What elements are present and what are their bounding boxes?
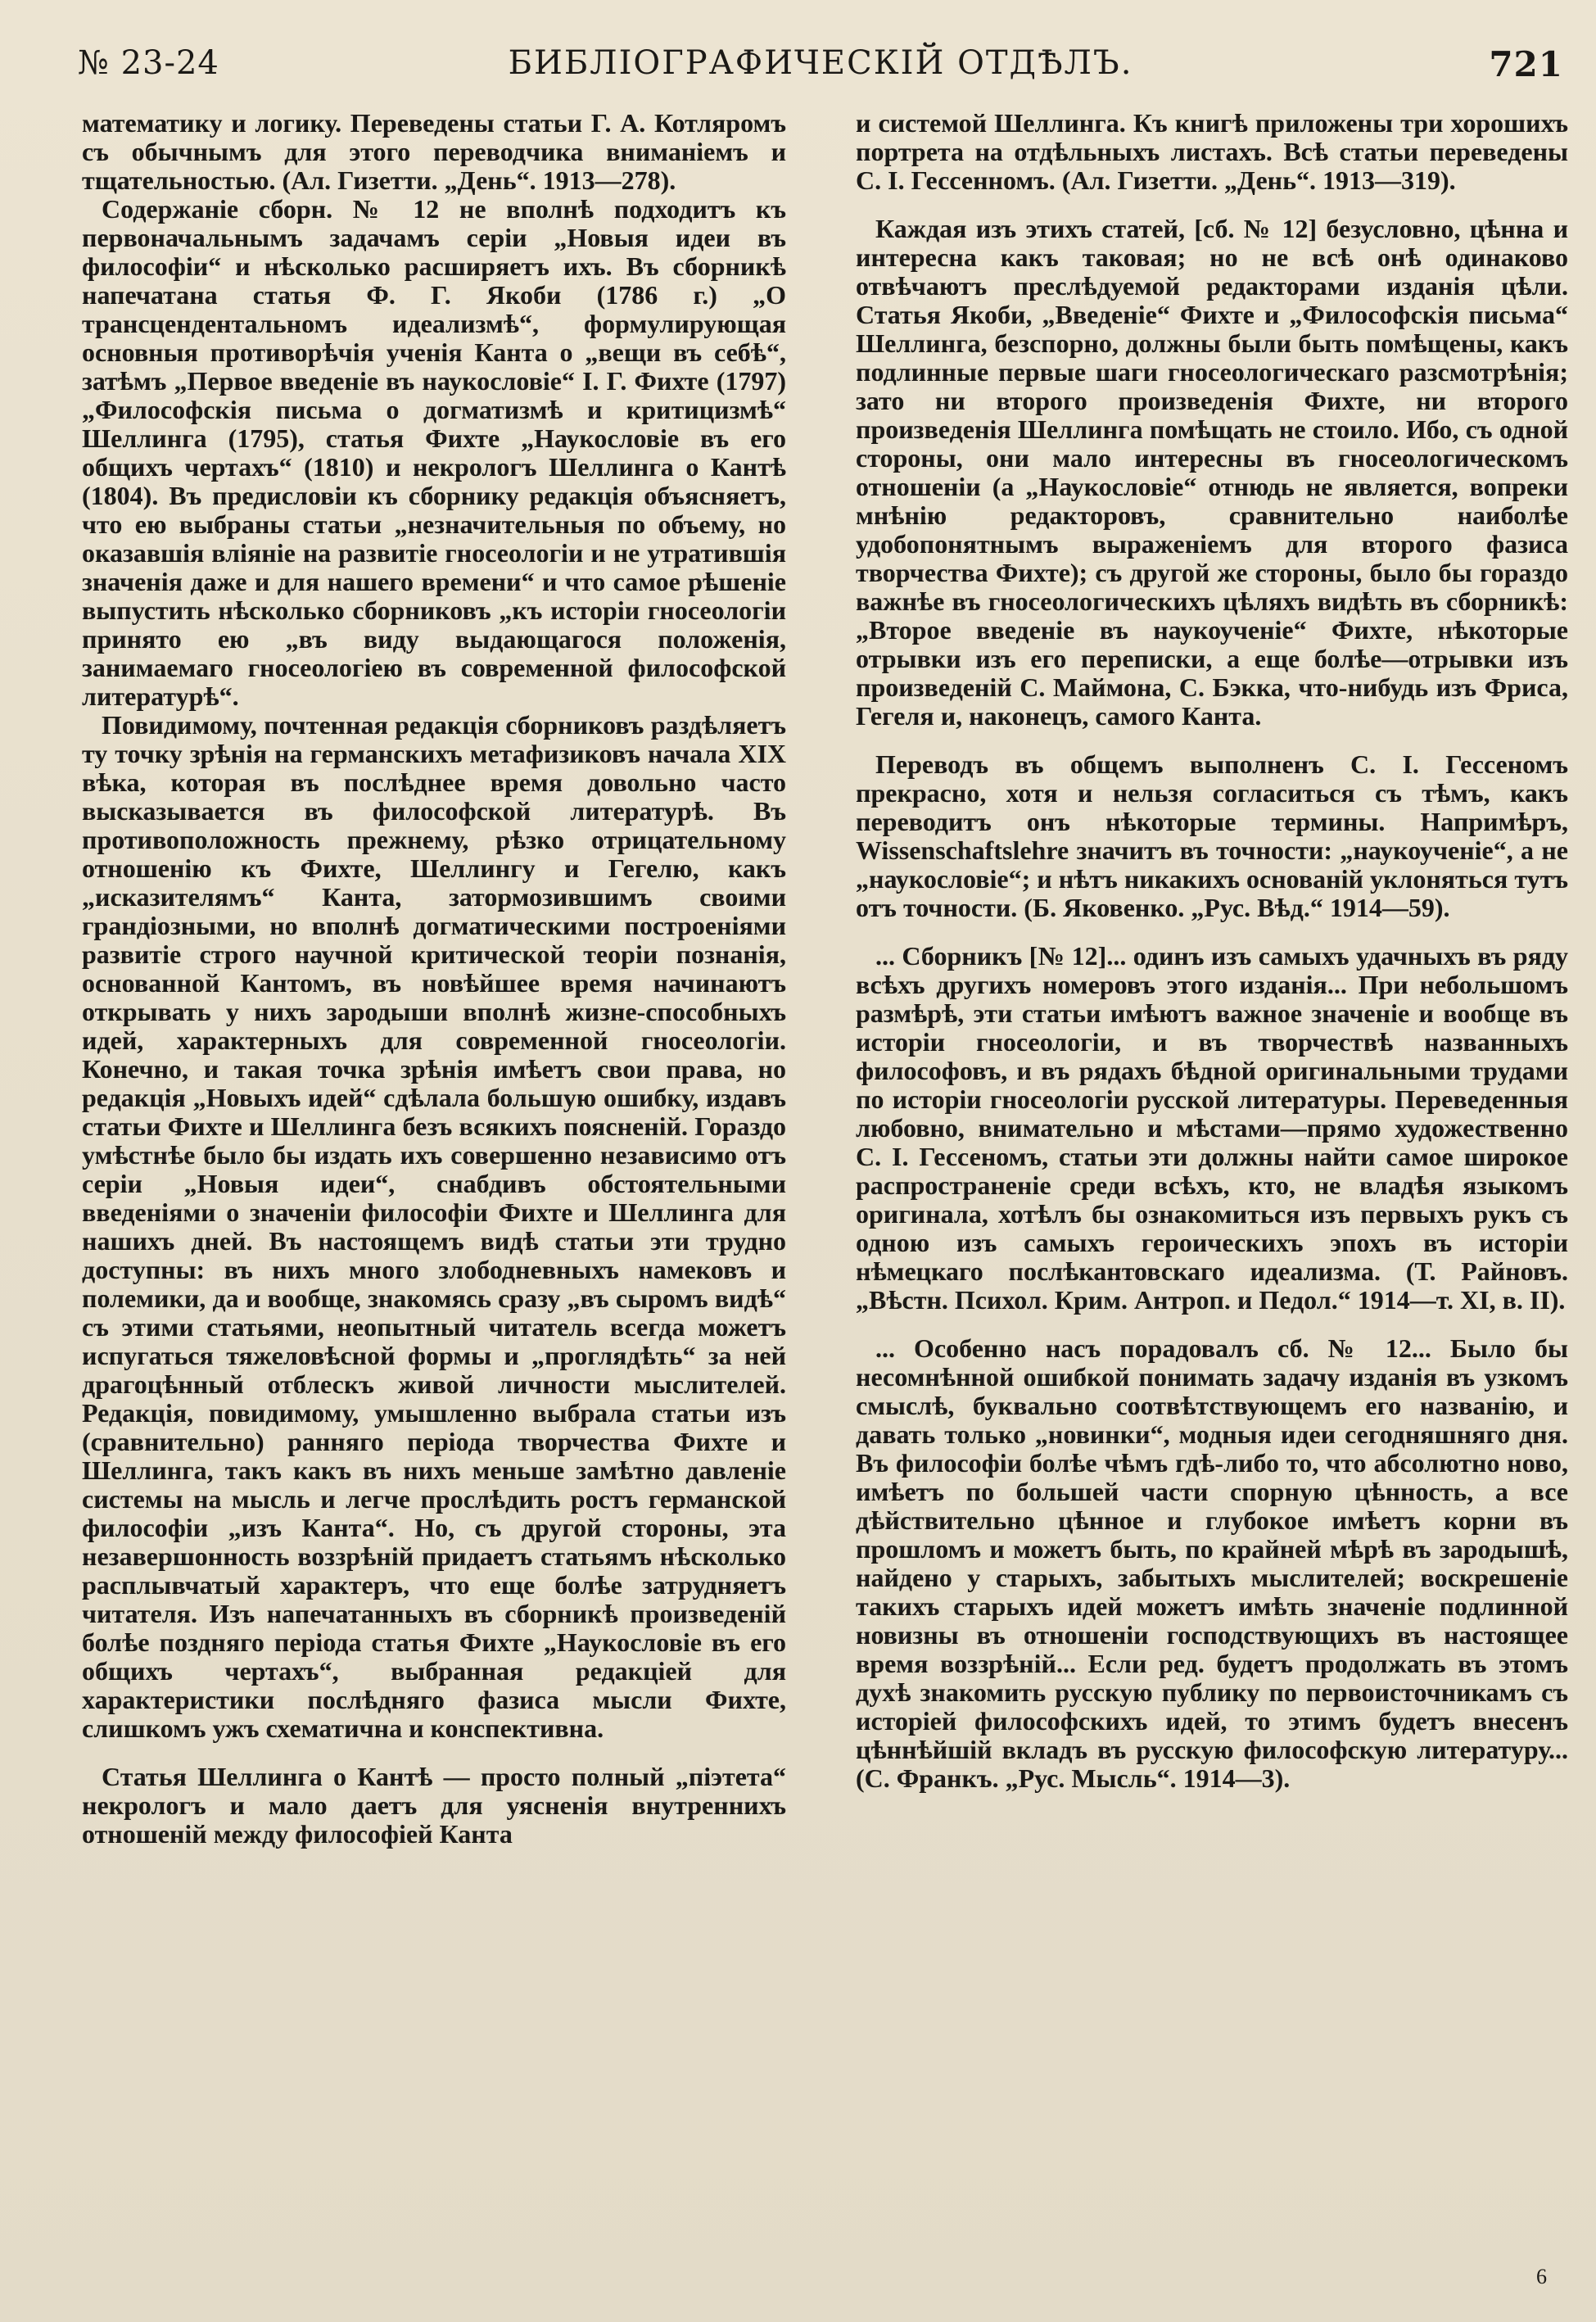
- signature-mark: 6: [1536, 2265, 1547, 2288]
- page-number: 721: [1489, 44, 1563, 84]
- right-paragraph: и системой Шеллинга. Къ книгѣ приложены три хорошихъ портрета на отдѣльныхъ листахъ. Всѣ статьи переведены С. І. Гессенномъ. (Ал. Гизетти. „День“. 1913—319).: [856, 108, 1568, 195]
- issue-number: № 23-24: [78, 44, 219, 82]
- section-title: БИБЛІОГРАФИЧЕСКІЙ ОТДѢЛЪ.: [508, 44, 1133, 82]
- left-paragraph: Статья Шеллинга о Кантѣ — просто полный „піэтета“ некрологъ и мало даетъ для уясненія внутреннихъ отношеній между философіей Канта: [82, 1762, 786, 1849]
- right-paragraph: Каждая изъ этихъ статей, [сб. № 12] безусловно, цѣнна и интересна какъ таковая; но не всѣ онѣ одинаково отвѣчаютъ преслѣдуемой редакторами изданія цѣли. Статья Якоби, „Введеніе“ Фихте и „Философскія письма“ Шеллинга, безспорно, должны были быть помѣщены, какъ подлинные первые шаги гносеологическаго разсмотрѣнія; зато ни второго произведенія Фихте, ни второго произведенія Шеллинга помѣщать не стоило. Ибо, съ одной стороны, они мало интересны въ гносеологическомъ отношеніи (а „Наукословіе“ отнюдь не является, вопреки мнѣнію редакторовъ, сравнительно наиболѣе удобопонятнымъ выраженіемъ для второго фазиса творчества Фихте); съ другой же стороны, было бы гораздо важнѣе въ гносеологическихъ цѣляхъ видѣть въ сборникѣ: „Второе введеніе въ наукоученіе“ Фихте, нѣкоторые отрывки изъ его переписки, а еще болѣе—отрывки изъ произведеній С. Маймона, С. Бэкка, что-нибудь изъ Фриса, Гегеля и, наконецъ, самого Канта.: [856, 214, 1568, 731]
- left-paragraph: математику и логику. Переведены статьи Г. А. Котляромъ съ обычнымъ для этого переводчика вниманіемъ и тщательностью. (Ал. Гизетти. „День“. 1913—278).: [82, 108, 786, 195]
- right-paragraph: Переводъ въ общемъ выполненъ С. І. Гессеномъ прекрасно, хотя и нельзя согласиться съ тѣмъ, какъ переводитъ онъ нѣкоторые термины. Напримѣръ, Wissenschaftslehre значитъ въ точности: „наукоученіе“, а не „наукословіе“; и нѣтъ никакихъ основаній уклоняться тутъ отъ точности. (Б. Яковенко. „Рус. Вѣд.“ 1914—59).: [856, 749, 1568, 922]
- left-paragraph: Повидимому, почтенная редакція сборниковъ раздѣляетъ ту точку зрѣнія на германскихъ метафизиковъ начала XIX вѣка, которая въ послѣднее время довольно часто высказывается въ философской литературѣ. Въ противоположность прежнему, рѣзко отрицательному отношенію къ Фихте, Шеллингу и Гегелю, какъ „исказителямъ“ Канта, затормозившимъ своими грандіозными, но вполнѣ догматическими построеніями развитіе строго научной критической теоріи познанія, основанной Кантомъ, въ новѣйшее время начинаютъ открывать у нихъ зародыши вполнѣ жизне-способныхъ идей, характерныхъ для современной гносеологіи. Конечно, и такая точка зрѣнія имѣетъ свои права, но редакція „Новыхъ идей“ сдѣлала большую ошибку, издавъ статьи Фихте и Шеллинга безъ всякихъ поясненій. Гораздо умѣстнѣе было бы издать ихъ совершенно независимо отъ серіи „Новыя идеи“, снабдивъ обстоятельными введеніями о значеніи философіи Фихте и Шеллинга для нашихъ дней. Въ настоящемъ видѣ статьи эти трудно доступны: въ нихъ много злободневныхъ намековъ и полемики, да и вообще, знакомясь сразу „въ сыромъ видѣ“ съ этими статьями, неопытный читатель всегда можетъ испугаться тяжеловѣсной формы и „проглядѣть“ за ней драгоцѣнный отблескъ живой личности мыслителей. Редакція, повидимому, умышленно выбрала статьи изъ (сравнительно) ранняго періода творчества Фихте и Шеллинга, такъ какъ въ нихъ меньше замѣтно давленіе системы на мысль и легче прослѣдить ростъ германской философіи „изъ Канта“. Но, съ другой стороны, эта незавершонность воззрѣній придаетъ статьямъ нѣсколько расплывчатый характеръ, что еще болѣе затрудняетъ читателя. Изъ напечатанныхъ въ сборникѣ произведеній болѣе поздняго періода статья Фихте „Наукословіе въ его общихъ чертахъ“, выбранная редакціей для характеристики послѣдняго фазиса мысли Фихте, слишкомъ ужъ схематична и конспективна.: [82, 710, 786, 1743]
- left-column: [82, 109, 786, 1849]
- right-column: [856, 109, 1568, 1793]
- left-paragraph: Содержаніе сборн. № 12 не вполнѣ подходитъ къ первоначальнымъ задачамъ серіи „Новыя идеи въ философіи“ и нѣсколько расширяетъ ихъ. Въ сборникѣ напечатана статья Ф. Г. Якоби (1786 г.) „О трансцендентальномъ идеализмѣ“, формулирующая основныя противорѣчія ученія Канта о „вещи въ себѣ“, затѣмъ „Первое введеніе въ наукословіе“ І. Г. Фихте (1797) „Философскія письма о догматизмѣ и критицизмѣ“ Шеллинга (1795), статья Фихте „Наукословіе въ его общихъ чертахъ“ (1810) и некрологъ Шеллинга о Кантѣ (1804). Въ предисловіи къ сборнику редакція объясняетъ, что ею выбраны статьи „незначительныя по объему, но оказавшія вліяніе на развитіе гносеологіи и не утратившія значенія даже и для нашего времени“ и что самое рѣшеніе выпустить нѣсколько сборниковъ „къ исторіи гносеологіи принято ею „въ виду выдающагося положенія, занимаемаго гносеологіею въ современной философской литературѣ“.: [82, 194, 786, 711]
- right-paragraph: ... Сборникъ [№ 12]... одинъ изъ самыхъ удачныхъ въ ряду всѣхъ другихъ номеровъ этого изданія... При небольшомъ размѣрѣ, эти статьи имѣютъ важное значеніе и вообще въ исторіи гносеологіи, и въ творчествѣ названныхъ философовъ, и въ рядахъ бѣдной оригинальными трудами по исторіи гносеологіи русской литературы. Переведенныя любовно, внимательно и мѣстами—прямо художественно С. І. Гессеномъ, статьи эти должны найти самое широкое распространеніе среди всѣхъ, кто, не владѣя языкомъ оригинала, хотѣлъ бы ознакомиться изъ первыхъ рукъ съ одною изъ самыхъ героическихъ эпохъ въ исторіи нѣмецкаго послѣкантовскаго идеализма. (Т. Райновъ. „Вѣстн. Психол. Крим. Антроп. и Педол.“ 1914—т. XI, в. II).: [856, 941, 1568, 1315]
- right-paragraph: ... Особенно насъ порадовалъ сб. № 12... Было бы несомнѣнной ошибкой понимать задачу изданія въ узкомъ смыслѣ, буквально соотвѣтствующемъ его названію, и давать только „новинки“, модныя идеи сегодняшняго дня. Въ философіи болѣе чѣмъ гдѣ-либо то, что абсолютно ново, имѣетъ по большей части спорную цѣнность, а все дѣйствительно цѣнное и глубокое имѣетъ корни въ прошломъ и можетъ быть, по крайней мѣрѣ въ зародышѣ, найдено у старыхъ, забытыхъ мыслителей; воскрешеніе такихъ старыхъ идей можетъ имѣть значеніе подлинной новизны въ отношеніи господствующихъ въ настоящее время воззрѣній... Если ред. будетъ продолжать въ этомъ духѣ знакомить русскую публику по первоисточникамъ съ исторіей философскихъ идей, то этимъ будетъ внесенъ цѣннѣйшій вкладъ въ русскую философскую литературу... (С. Франкъ. „Рус. Мысль“. 1914—3).: [856, 1333, 1568, 1793]
- page-header: [78, 34, 1563, 84]
